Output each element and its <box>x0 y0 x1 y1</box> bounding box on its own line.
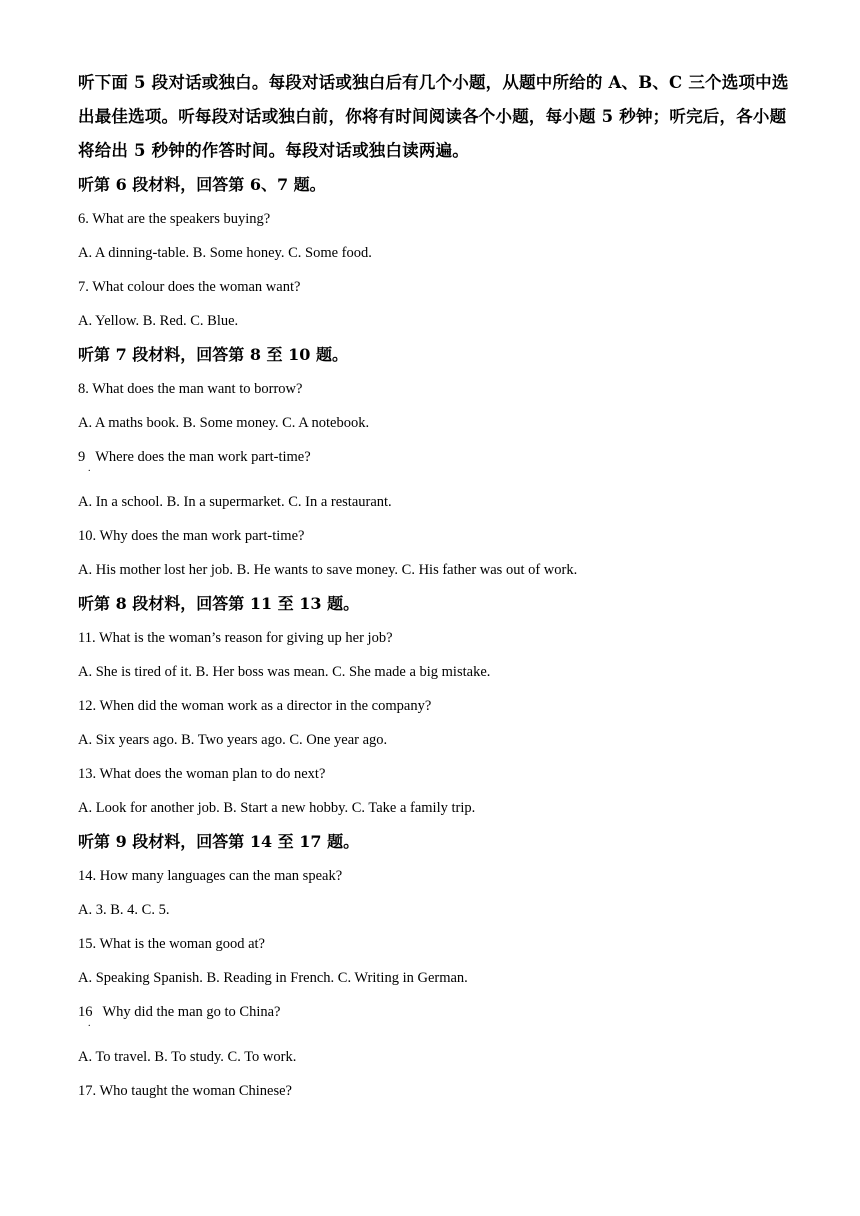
question-16-number: 16 <box>78 1004 93 1020</box>
question-11: 11. What is the woman’s reason for giving up her job? <box>78 630 393 646</box>
options-7: A. Yellow. B. Red. C. Blue. <box>78 313 239 329</box>
options-13: A. Look for another job. B. Start a new hobby. C. Take a family trip. <box>78 800 476 816</box>
listening-instruction: 听下面 5 段对话或独白。每段对话或独白后有几个小题，从题中所给的 A、B、C 三个选项中选出最佳选项。听每段对话或独白前，你将有时间阅读各个小题，每小题 5 秒钟；听完后，各小题将给出 5 秒钟的作答时间。每段对话或独白读两遍。 <box>78 73 789 160</box>
options-16: A. To travel. B. To study. C. To work. <box>78 1049 297 1065</box>
section-7-heading: 听第 7 段材料，回答第 8 至 10 题。 <box>78 345 348 364</box>
question-17: 17. Who taught the woman Chinese? <box>78 1083 292 1099</box>
section-6-heading: 听第 6 段材料，回答第 6、7 题。 <box>78 175 326 194</box>
exam-page <box>78 66 790 1108</box>
options-12: A. Six years ago. B. Two years ago. C. One year ago. <box>78 732 388 748</box>
section-8-heading: 听第 8 段材料，回答第 11 至 13 题。 <box>78 594 360 613</box>
options-6: A. A dinning-table. B. Some honey. C. Some food. <box>78 245 372 261</box>
options-15: A. Speaking Spanish. B. Reading in French. C. Writing in German. <box>78 970 468 986</box>
question-8: 8. What does the man want to borrow? <box>78 381 303 397</box>
question-9-dot: . <box>88 463 91 474</box>
question-14: 14. How many languages can the man speak? <box>78 868 343 884</box>
question-12: 12. When did the woman work as a director in the company? <box>78 698 432 714</box>
options-14: A. 3. B. 4. C. 5. <box>78 902 170 918</box>
options-10: A. His mother lost her job. B. He wants to save money. C. His father was out of work. <box>78 562 578 578</box>
question-16-dot: . <box>88 1018 91 1029</box>
question-16 <box>78 995 790 1040</box>
options-8: A. A maths book. B. Some money. C. A notebook. <box>78 415 370 431</box>
question-13: 13. What does the woman plan to do next? <box>78 766 326 782</box>
question-9-text: Where does the man work part-time? <box>95 449 311 465</box>
question-9-number: 9 <box>78 449 86 465</box>
question-7: 7. What colour does the woman want? <box>78 279 301 295</box>
question-9 <box>78 440 790 485</box>
options-11: A. She is tired of it. B. Her boss was mean. C. She made a big mistake. <box>78 664 491 680</box>
section-9-heading: 听第 9 段材料，回答第 14 至 17 题。 <box>78 832 360 851</box>
options-9: A. In a school. B. In a supermarket. C. In a restaurant. <box>78 494 392 510</box>
question-6: 6. What are the speakers buying? <box>78 211 271 227</box>
question-10: 10. Why does the man work part-time? <box>78 528 305 544</box>
question-15: 15. What is the woman good at? <box>78 936 265 952</box>
question-16-text: Why did the man go to China? <box>102 1004 281 1020</box>
